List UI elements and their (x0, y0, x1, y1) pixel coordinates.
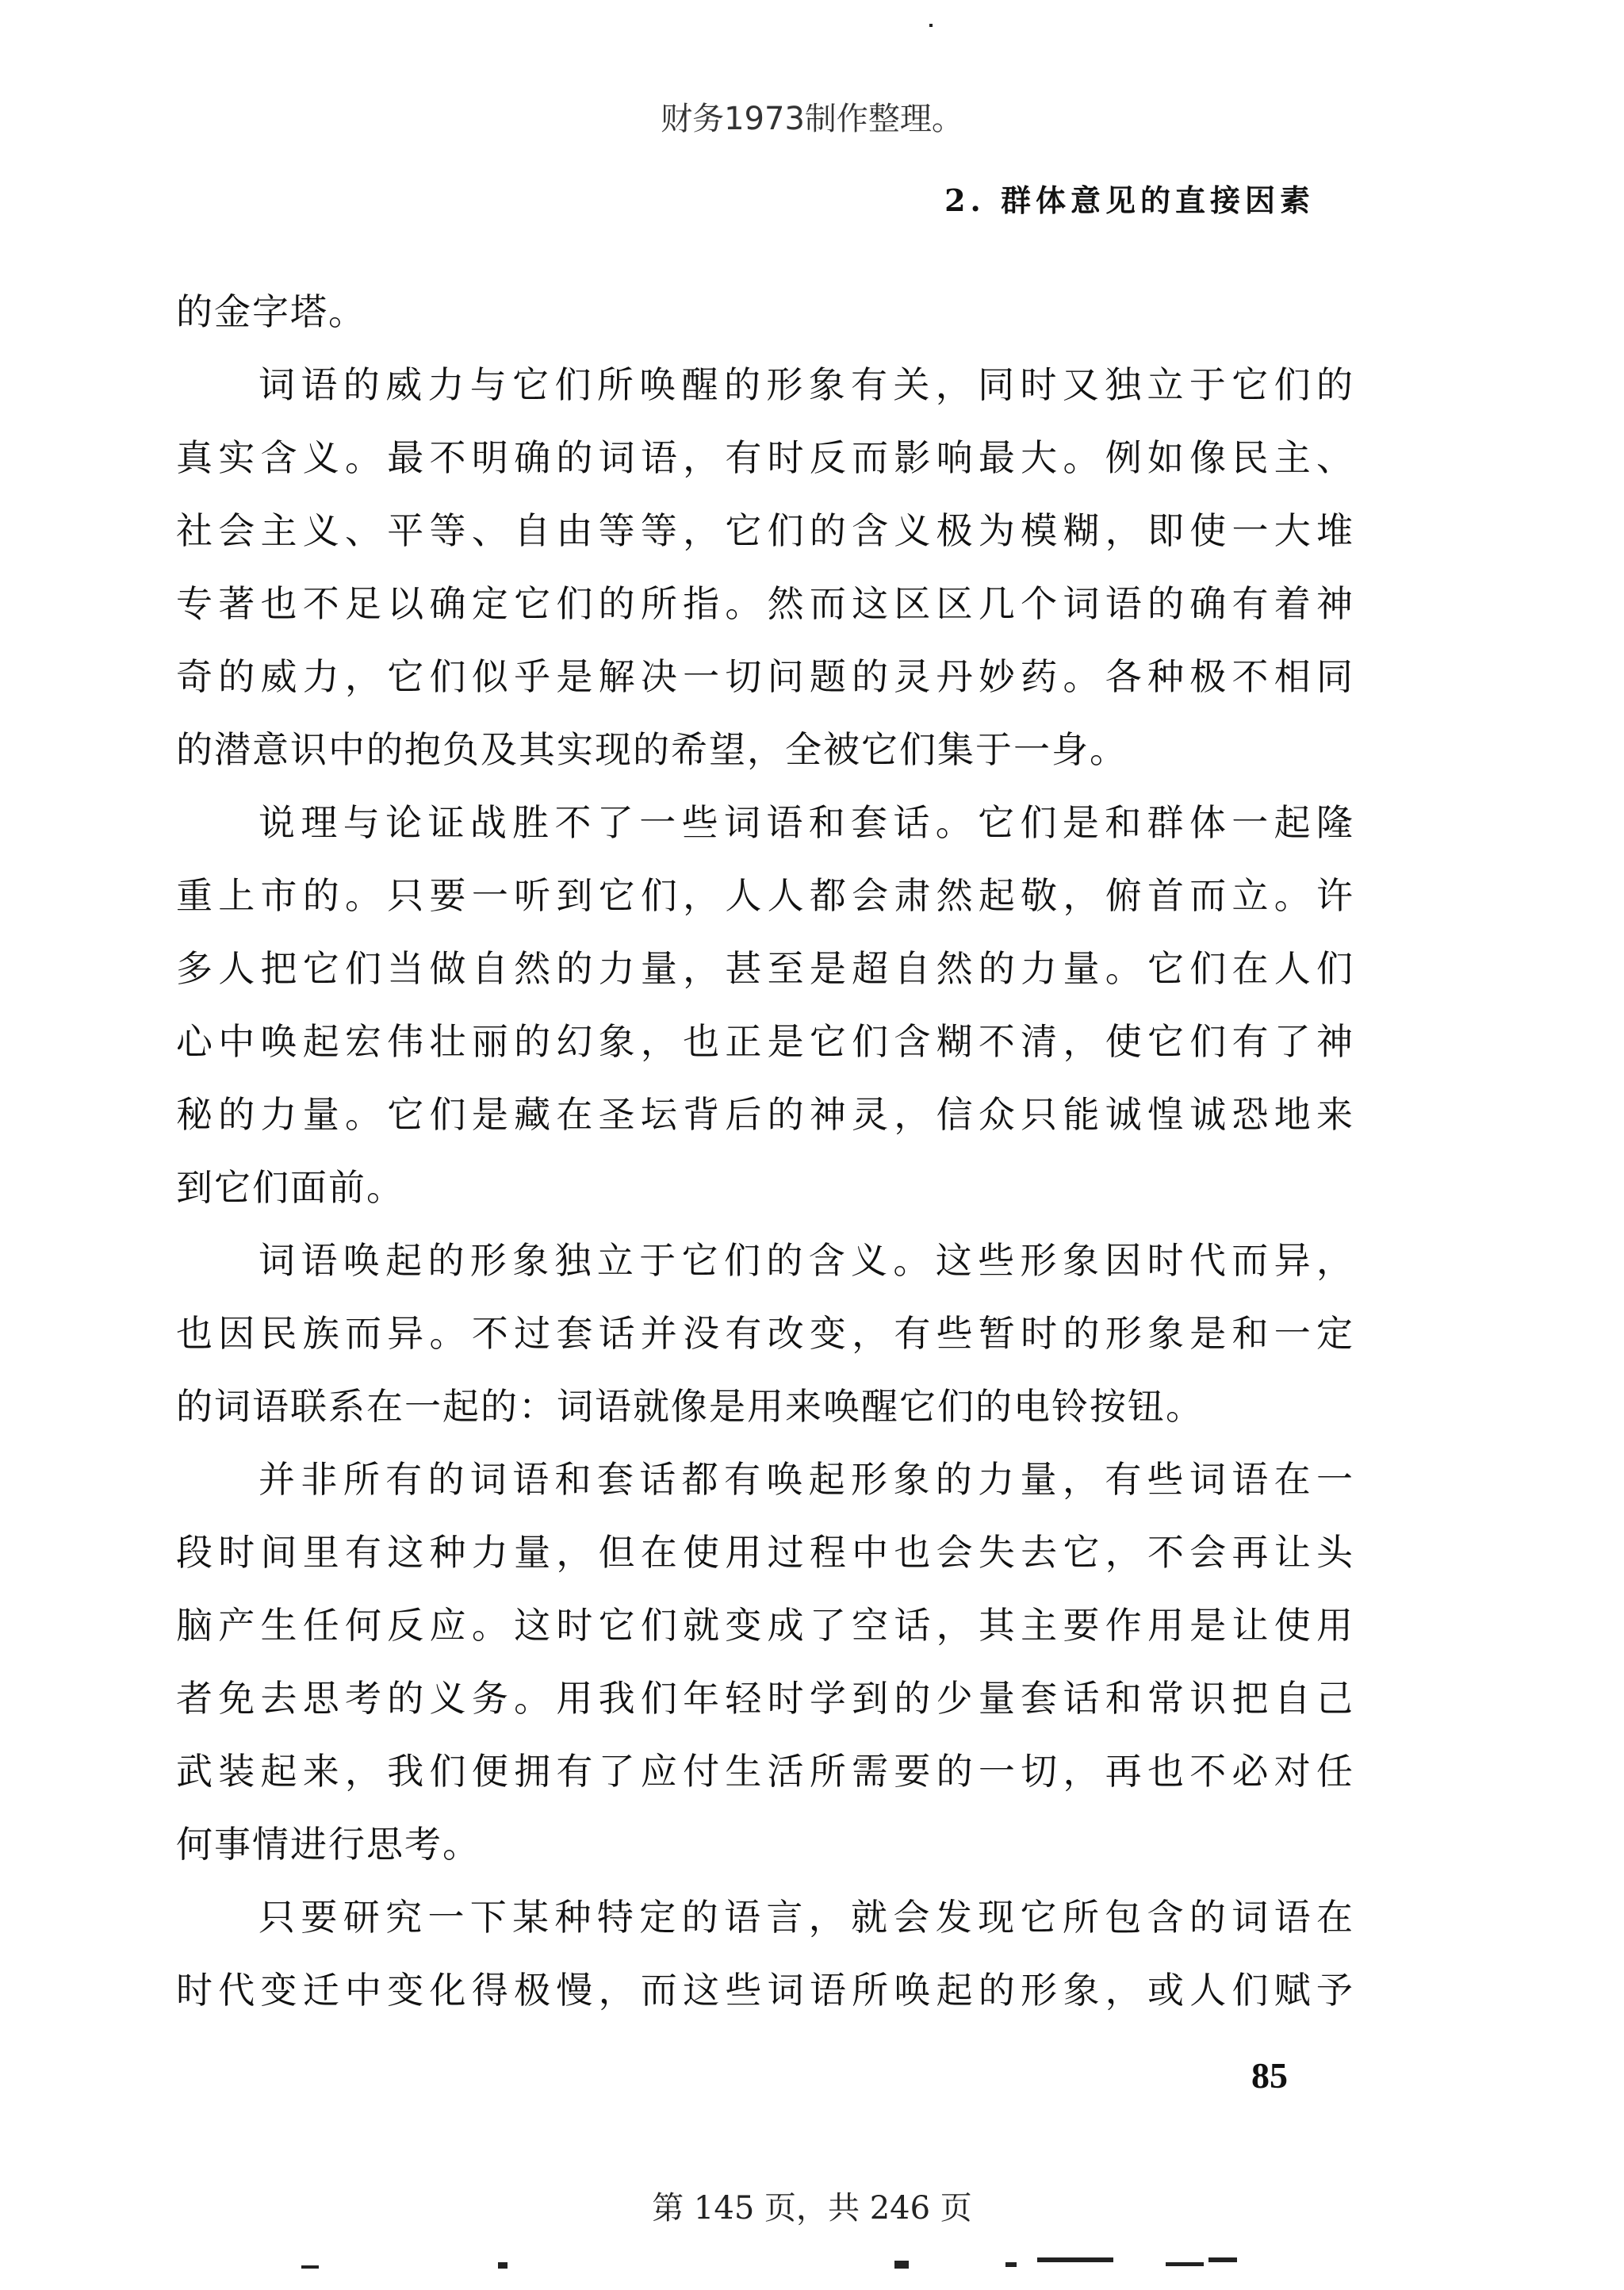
text-line: 也因民族而异。不过套话并没有改变，有些暂时的形象是和一定 (176, 1312, 1354, 1355)
text-line: 到它们面前。 (176, 1166, 404, 1209)
text-line: 何事情进行思考。 (176, 1823, 481, 1866)
text-line: 并非所有的词语和套话都有唤起形象的力量，有些词语在一 (259, 1458, 1354, 1501)
text-line: 说理与论证战胜不了一些词语和套话。它们是和群体一起隆 (259, 801, 1354, 844)
page-number: 85 (1251, 2055, 1288, 2096)
text-line: 时代变迁中变化得极慢，而这些词语所唤起的形象，或人们赋予 (176, 1969, 1354, 2012)
scan-artifact (894, 2261, 909, 2269)
scan-artifact (301, 2265, 319, 2269)
text-line: 奇的威力，它们似乎是解决一切问题的灵丹妙药。各种极不相同 (176, 655, 1354, 698)
text-line: 社会主义、平等、自由等等，它们的含义极为模糊，即使一大堆 (176, 509, 1354, 552)
text-line: 的词语联系在一起的：词语就像是用来唤醒它们的电铃按钮。 (176, 1385, 1204, 1428)
scan-artifact (929, 24, 933, 27)
text-line: 词语的威力与它们所唤醒的形象有关，同时又独立于它们的 (259, 363, 1354, 406)
text-line: 脑产生任何反应。这时它们就变成了空话，其主要作用是让使用 (176, 1604, 1354, 1647)
text-line: 重上市的。只要一听到它们，人人都会肃然起敬，俯首而立。许 (176, 874, 1354, 917)
scan-artifact (1037, 2257, 1113, 2262)
text-line: 段时间里有这种力量，但在使用过程中也会失去它，不会再让头 (176, 1531, 1354, 1574)
text-line: 者免去思考的义务。用我们年轻时学到的少量套话和常识把自己 (176, 1677, 1354, 1720)
text-line: 心中唤起宏伟壮丽的幻象，也正是它们含糊不清，使它们有了神 (176, 1020, 1354, 1063)
scan-artifact (498, 2262, 508, 2269)
scan-artifact (1208, 2257, 1237, 2262)
text-line: 词语唤起的形象独立于它们的含义。这些形象因时代而异， (259, 1239, 1354, 1282)
text-line: 多人把它们当做自然的力量，甚至是超自然的力量。它们在人们 (176, 947, 1354, 990)
text-line: 真实含义。最不明确的词语，有时反而影响最大。例如像民主、 (176, 436, 1354, 479)
text-line: 武装起来，我们便拥有了应付生活所需要的一切，再也不必对任 (176, 1750, 1354, 1793)
text-line: 秘的力量。它们是藏在圣坛背后的神灵，信众只能诚惶诚恐地来 (176, 1093, 1354, 1136)
text-line: 专著也不足以确定它们的所指。然而这区区几个词语的确有着神 (176, 582, 1354, 625)
text-line: 的潜意识中的抱负及其实现的希望，全被它们集于一身。 (176, 728, 1128, 771)
scan-artifact (1005, 2262, 1017, 2267)
page-counter: 第 145 页，共 246 页 (652, 2190, 972, 2227)
watermark-text: 财务1973制作整理。 (661, 101, 963, 137)
scan-artifact (1166, 2262, 1204, 2266)
running-head: 2. 群体意见的直接因素 (944, 182, 1315, 218)
text-line: 只要研究一下某种特定的语言，就会发现它所包含的词语在 (259, 1896, 1354, 1939)
text-line: 的金字塔。 (176, 290, 366, 333)
